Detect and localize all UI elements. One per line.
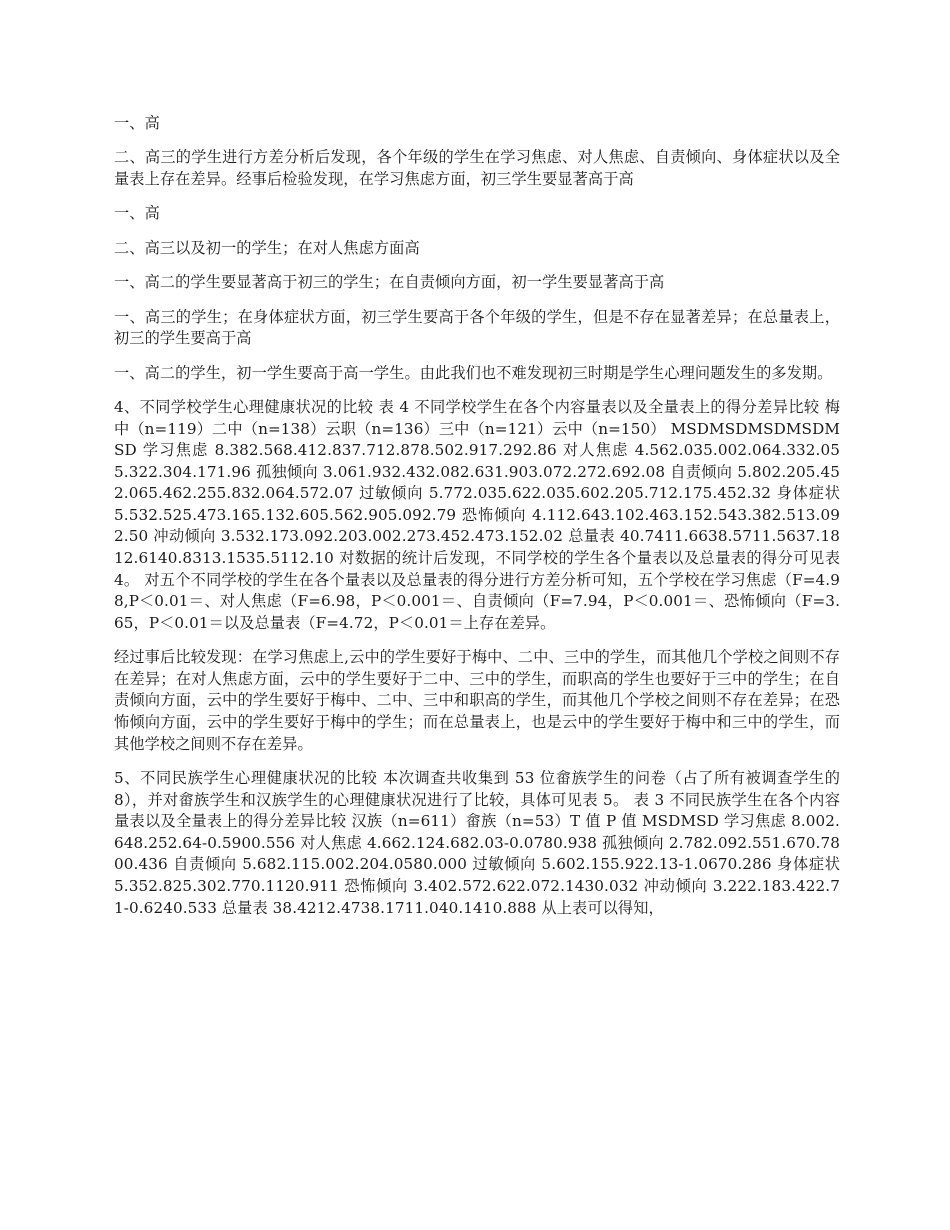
paragraph: 一、高 [114, 204, 160, 223]
section-school-comparison: 4、不同学校学生心理健康状况的比较 表 4 不同学校学生在各个内容量表以及全量表上的得分差异比较 梅中（n=119）二中（n=138）云职（n=136）三中（n=121）云中（n=150） MSDMSDMSDMSDMSD 学习焦虑 8.382.568.412.837.712.878.502.917.292.86 对人焦虑 4.562.035.002.064.332.055.322.304.171.96 孤独倾向 3.061.932.432.082.631.903.072.272.692.08 自责倾向 5.802.205.452.065.462.255.832.064.572.07 过敏倾向 5.772.035.622.035.602.205.712.175.452.32 身体症状 5.532.525.473.165.132.605.562.905.092.79 恐怖倾向 4.112.643.102.463.152.543.382.513.092.50 冲动倾向 3.532.173.092.203.002.273.452.473.152.02 总量表 40.7411.6638.5711.5637.1812.6140.8313.1535.5112.10 对数据的统计后发现，不同学校的学生各个量表以及总量表的得分可见表 4。 对五个不同学校的学生在各个量表以及总量表的得分进行方差分析可知，五个学校在学习焦虑（F=4.98,P＜0.01＝、对人焦虑（F=6.98，P＜0.001＝、自责倾向（F=7.94，P＜0.001＝、恐怖倾向（F=3.65，P＜0.01＝以及总量表（F=4.72，P＜0.01＝上存在差异。 [114, 397, 840, 632]
paragraph: 一、高二的学生，初一学生要高于高一学生。由此我们也不难发现初三时期是学生心理问题发生的多发期。 [114, 363, 833, 382]
paragraph: 一、高二的学生要显著高于初三的学生；在自责倾向方面，初一学生要显著高于高 [114, 273, 665, 292]
paragraph: 二、高三的学生进行方差分析后发现，各个年级的学生在学习焦虑、对人焦虑、自责倾向、身体症状以及全量表上存在差异。经事后检验发现，在学习焦虑方面，初三学生要显著高于高 [114, 148, 840, 188]
paragraph: 二、高三以及初一的学生；在对人焦虑方面高 [114, 238, 420, 257]
section-ethnic-comparison: 5、不同民族学生心理健康状况的比较 本次调查共收集到 53 位畲族学生的问卷（占了所有被调查学生的 8），并对畲族学生和汉族学生的心理健康状况进行了比较，具体可见表 5。 表 3 不同民族学生在各个内容量表以及全量表上的得分差异比较 汉族（n=611）畲族（n=53）T 值 P 值 MSDMSD 学习焦虑 8.002.648.252.64-0.5900.556 对人焦虑 4.662.124.682.03-0.0780.938 孤独倾向 2.782.092.551.670.7800.436 自责倾向 5.682.115.002.204.0580.000 过敏倾向 5.602.155.922.13-1.0670.286 身体症状 5.352.825.302.770.1120.911 恐怖倾向 3.402.572.622.072.1430.032 冲动倾向 3.222.183.422.71-0.6240.533 总量表 38.4212.4738.1711.040.1410.888 从上表可以得知， [114, 769, 840, 917]
document-body [114, 113, 840, 932]
paragraph: 一、高 [114, 114, 160, 132]
paragraph: 经过事后比较发现：在学习焦虑上,云中的学生要好于梅中、二中、三中的学生，而其他几个学校之间则不存在差异；在对人焦虑方面，云中的学生要好于二中、三中的学生，而职高的学生也要好于三中的学生；在自责倾向方面，云中的学生要好于梅中、二中、三中和职高的学生，而其他几个学校之间则不存在差异；在恐怖倾向方面，云中的学生要好于梅中的学生；而在总量表上，也是云中的学生要好于梅中和三中的学生，而其他学校之间则不存在差异。 [114, 648, 840, 753]
paragraph: 一、高三的学生；在身体症状方面，初三学生要高于各个年级的学生，但是不存在显著差异；在总量表上，初三的学生要高于高 [114, 307, 840, 348]
